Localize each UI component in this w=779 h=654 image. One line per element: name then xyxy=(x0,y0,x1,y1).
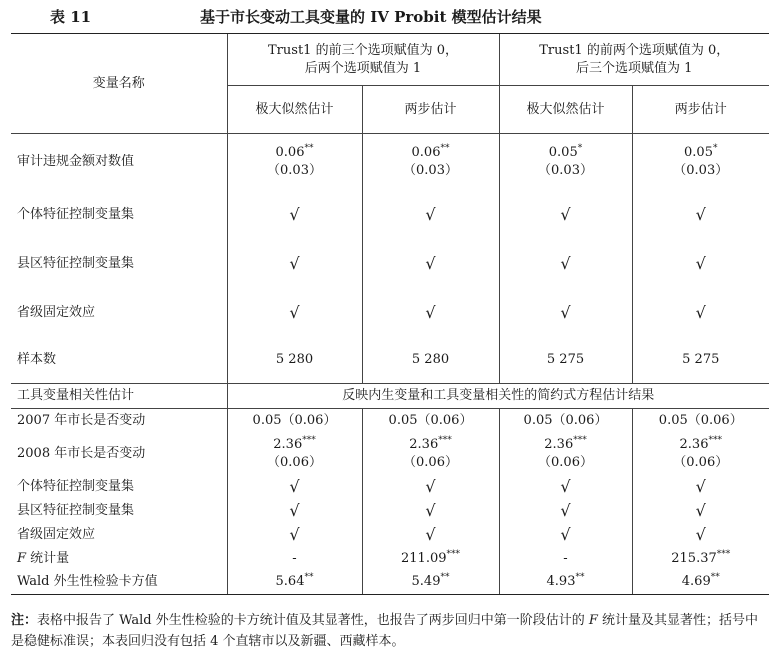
header-group2-line1: Trust1 的前两个选项赋值为 0， xyxy=(539,42,730,58)
table-row xyxy=(11,240,769,288)
note-text-2: 统计量及其显著性；括号中是稳健标准误；本表回归没有包括 4 个直辖市以及新疆、西藏样本。 xyxy=(11,613,759,649)
note-text-1: 表格中报告了 Wald 外生性检验的卡方统计值及其显著性，也报告了两步回归中第一阶段估计的 xyxy=(37,613,589,628)
wald-cell: 4.93** xyxy=(499,571,632,595)
header-group1-line1: Trust1 的前三个选项赋值为 0， xyxy=(268,42,458,58)
table-row xyxy=(11,475,769,499)
row-label: 省级固定效应 xyxy=(17,526,96,542)
check-mark: √ xyxy=(227,499,362,523)
check-mark: √ xyxy=(227,190,362,240)
row-label: 样本数 xyxy=(17,352,57,368)
table-row xyxy=(11,409,769,433)
table-row xyxy=(11,384,769,409)
sample-size: 5 275 xyxy=(632,338,769,384)
header-group2-line2: 后三个选项赋值为 1 xyxy=(576,60,693,76)
header-method: 两步估计 xyxy=(362,86,499,134)
sample-size: 5 280 xyxy=(362,338,499,384)
row-label: Wald 外生性检验卡方值 xyxy=(11,571,227,595)
row-label: 个体特征控制变量集 xyxy=(17,478,135,494)
table-number: 表 11 xyxy=(50,8,92,26)
coef-cell: 2.36*** （0.06） xyxy=(632,433,769,475)
note-prefix: 注： xyxy=(11,613,38,628)
check-mark: √ xyxy=(362,523,499,547)
table-note xyxy=(11,610,769,652)
note-f: F xyxy=(588,613,598,628)
coef-cell: 0.05（0.06） xyxy=(362,409,499,433)
section2-caption: 反映内生变量和工具变量相关性的简约式方程估计结果 xyxy=(227,384,769,409)
f-stat-cell: - xyxy=(499,547,632,571)
row-label: 审计违规金额对数值 xyxy=(17,153,135,169)
coef-cell: 0.06** （0.03） xyxy=(227,134,362,190)
coef-cell: 0.05* （0.03） xyxy=(632,134,769,190)
check-mark: √ xyxy=(362,475,499,499)
table-title xyxy=(0,6,779,30)
check-mark: √ xyxy=(632,499,769,523)
row-label: 县区特征控制变量集 xyxy=(17,255,135,271)
header-group1 xyxy=(227,34,499,86)
check-mark: √ xyxy=(499,499,632,523)
table-row xyxy=(11,571,769,595)
check-mark: √ xyxy=(362,499,499,523)
table-row xyxy=(11,190,769,240)
table-caption: 基于市长变动工具变量的 IV Probit 模型估计结果 xyxy=(200,8,542,26)
check-mark: √ xyxy=(499,240,632,288)
row-label: 县区特征控制变量集 xyxy=(17,502,135,518)
row-label: 2007 年市长是否变动 xyxy=(17,412,146,428)
coef-cell: 0.05* （0.03） xyxy=(499,134,632,190)
check-mark: √ xyxy=(499,523,632,547)
check-mark: √ xyxy=(499,190,632,240)
check-mark: √ xyxy=(632,475,769,499)
check-mark: √ xyxy=(227,240,362,288)
coef-cell: 0.06** （0.03） xyxy=(362,134,499,190)
table-row xyxy=(11,288,769,338)
header-group1-line2: 后两个选项赋值为 1 xyxy=(304,60,422,76)
wald-cell: 4.69** xyxy=(632,571,769,595)
header-method: 极大似然估计 xyxy=(227,86,362,134)
check-mark: √ xyxy=(362,190,499,240)
row-label: 省级固定效应 xyxy=(17,304,96,320)
check-mark: √ xyxy=(632,190,769,240)
table-row xyxy=(11,338,769,384)
coef-cell: 2.36*** （0.06） xyxy=(499,433,632,475)
table-row xyxy=(11,523,769,547)
row-label: 个体特征控制变量集 xyxy=(17,206,135,222)
coef-cell: 0.05（0.06） xyxy=(227,409,362,433)
wald-cell: 5.64** xyxy=(227,571,362,595)
table-row xyxy=(11,499,769,523)
sample-size: 5 275 xyxy=(499,338,632,384)
f-stat-cell: 211.09*** xyxy=(362,547,499,571)
check-mark: √ xyxy=(227,288,362,338)
header-method: 极大似然估计 xyxy=(499,86,632,134)
check-mark: √ xyxy=(632,240,769,288)
row-label: 2008 年市长是否变动 xyxy=(17,445,146,461)
f-stat-cell: - xyxy=(227,547,362,571)
section2-label: 工具变量相关性估计 xyxy=(11,384,227,409)
results-table xyxy=(11,33,769,595)
header-variable-name: 变量名称 xyxy=(11,34,227,134)
table-row xyxy=(11,433,769,475)
check-mark: √ xyxy=(632,288,769,338)
coef-cell: 0.05（0.06） xyxy=(632,409,769,433)
check-mark: √ xyxy=(227,523,362,547)
check-mark: √ xyxy=(499,475,632,499)
coef-cell: 0.05（0.06） xyxy=(499,409,632,433)
check-mark: √ xyxy=(227,475,362,499)
table-row xyxy=(11,134,769,190)
table-row xyxy=(11,547,769,571)
row-label: F 统计量 xyxy=(17,550,70,566)
check-mark: √ xyxy=(632,523,769,547)
check-mark: √ xyxy=(362,288,499,338)
header-group2 xyxy=(499,34,769,86)
check-mark: √ xyxy=(362,240,499,288)
sample-size: 5 280 xyxy=(227,338,362,384)
check-mark: √ xyxy=(499,288,632,338)
coef-cell: 2.36*** （0.06） xyxy=(362,433,499,475)
coef-cell: 2.36*** （0.06） xyxy=(227,433,362,475)
header-method: 两步估计 xyxy=(632,86,769,134)
f-stat-cell: 215.37*** xyxy=(632,547,769,571)
wald-cell: 5.49** xyxy=(362,571,499,595)
